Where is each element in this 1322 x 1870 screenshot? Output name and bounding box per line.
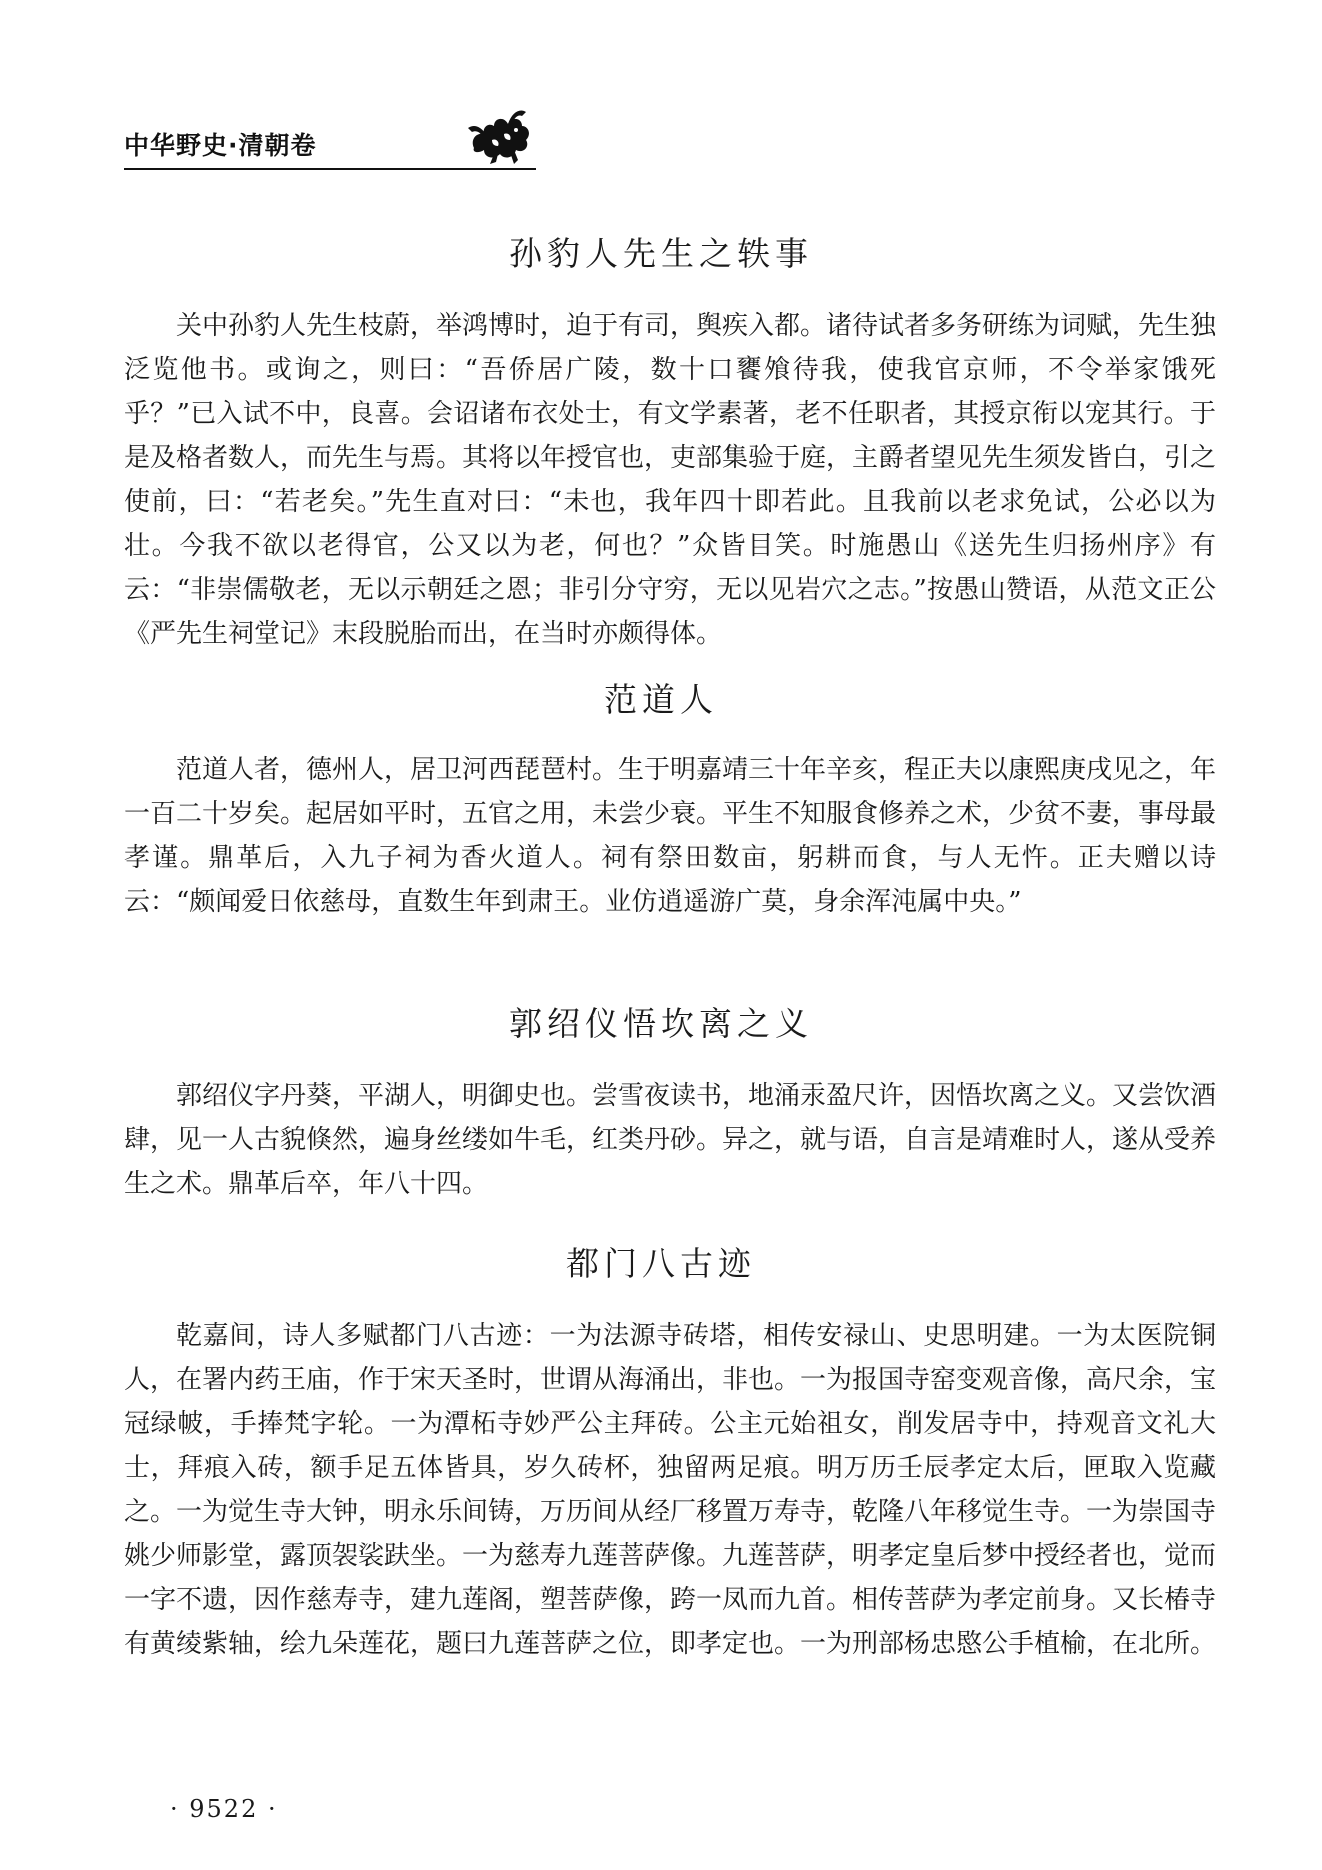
section-title: 郭绍仪悟坎离之义	[509, 1004, 813, 1043]
section-body: 乾嘉间，诗人多赋都门八古迹：一为法源寺砖塔，相传安禄山、史思明建。一为太医院铜人，在署内药王庙，作于宋天圣时，世谓从海涌出，非也。一为报国寺窑变观音像，高尺余，宝冠绿帔，手捧梵字轮。一为潭柘寺妙严公主拜砖。公主元始祖女，削发居寺中，持观音文礼大士，拜痕入砖，额手足五体皆具，岁久砖杯，独留两足痕。明万历壬辰孝定太后，匣取入览藏之。一为觉生寺大钟，明永乐间铸，万历间从经厂移置万寿寺，乾隆八年移觉生寺。一为崇国寺姚少师影堂，露顶袈裟趺坐。一为慈寿九莲菩萨像。九莲菩萨，明孝定皇后梦中授经者也，觉而一字不遗，因作慈寿寺，建九莲阁，塑菩萨像，跨一凤而九首。相传菩萨为孝定前身。又长椿寺有黄绫紫轴，绘九朵莲花，题曰九莲菩萨之位，即孝定也。一为刑部杨忠愍公手植榆，在北所。	[124, 1321, 1217, 1659]
dragon-emblem-icon	[464, 104, 536, 166]
section-body: 关中孙豹人先生枝蔚，举鸿博时，迫于有司，舆疾入都。诸待试者多务研练为词赋，先生独泛览他书。或询之，则曰：“吾侨居广陵，数十口饔飧待我，使我官京师，不令举家饿死乎？”已入试不中，良喜。会诏诸布衣处士，有文学素著，老不任职者，其授京衔以宠其行。于是及格者数人，而先生与焉。其将以年授官也，吏部集验于庭，主爵者望见先生须发皆白，引之使前，曰：“若老矣。”先生直对曰：“未也，我年四十即若此。且我前以老求免试，公必以为壮。今我不欲以老得官，公又以为老，何也？”众皆目笑。时施愚山《送先生归扬州序》有云：“非崇儒敬老，无以示朝廷之恩；非引分守穷，无以见岩穴之志。”按愚山赞语，从范文正公《严先生祠堂记》末段脱胎而出，在当时亦颇得体。	[124, 311, 1217, 649]
header-rule	[124, 168, 536, 170]
section-body: 郭绍仪字丹葵，平湖人，明御史也。尝雪夜读书，地涌汞盈尺许，因悟坎离之义。又尝饮酒肆，见一人古貌倏然，遍身丝缕如牛毛，红类丹砂。异之，就与语，自言是靖难时人，遂从受养生之术。鼎革后卒，年八十四。	[124, 1081, 1217, 1199]
section-title: 孙豹人先生之轶事	[509, 234, 813, 273]
book-title: 中华野史·清朝卷	[124, 131, 317, 160]
section-title: 范道人	[604, 680, 718, 719]
section-body: 范道人者，德州人，居卫河西琵琶村。生于明嘉靖三十年辛亥，程正夫以康熙庚戌见之，年一百二十岁矣。起居如平时，五官之用，未尝少衰。平生不知服食修养之术，少贫不妻，事母最孝谨。鼎革后，入九子祠为香火道人。祠有祭田数亩，躬耕而食，与人无忤。正夫赠以诗云：“颇闻爱日依慈母，直数生年到肃王。业仿逍遥游广莫，身余浑沌属中央。”	[124, 755, 1217, 917]
page-number: · 9522 ·	[170, 1795, 278, 1823]
section-title: 都门八古迹	[566, 1244, 756, 1283]
running-header	[124, 100, 536, 170]
